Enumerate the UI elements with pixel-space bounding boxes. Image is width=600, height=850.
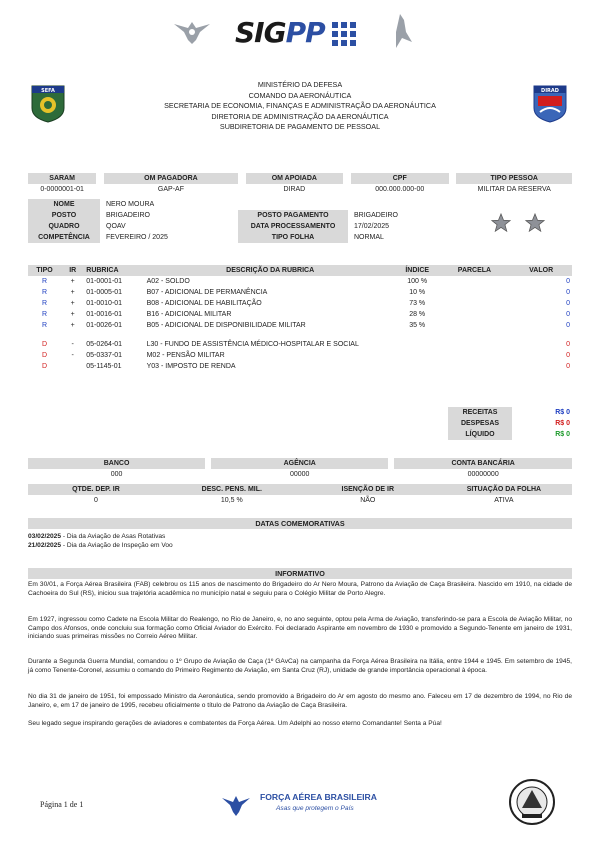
data-processamento-value: 17/02/2025 [354,223,390,230]
header-agencia: AGÊNCIA [211,458,388,469]
table-row: D 05-1145-01 Y03 - IMPOSTO DE RENDA 0 [42,363,570,370]
table-row: R + 01-0016-01 B16 - ADICIONAL MILITAR 28 % 0 [42,311,570,318]
posto-pagamento-value: BRIGADEIRO [354,212,398,219]
header-situacao: SITUAÇÃO DA FOLHA [436,484,572,495]
isencao-value: NÃO [360,497,376,504]
table-row: D - 05-0337-01 M02 - PENSÃO MILITAR 0 [42,352,570,359]
despesas-value: R$ 0 [555,420,570,427]
label-competencia: COMPETÊNCIA [28,232,100,243]
star-icon [490,212,512,234]
label-nome: NOME [28,199,100,210]
top-right-emblem [390,12,414,50]
col-tipo: TIPO [36,267,53,274]
saram-value: 0-0000001-01 [40,186,84,193]
sigpp-dots-icon [330,20,360,50]
top-left-emblem [170,18,214,46]
wing-emblem-icon [390,12,414,50]
header-om-pagadora: OM PAGADORA [104,173,238,184]
label-posto: POSTO [28,210,100,221]
svg-text:SEFA: SEFA [41,88,55,94]
header-line: SUBDIRETORIA DE PAGAMENTO DE PESSOAL [219,122,381,131]
header-line: SECRETARIA DE ECONOMIA, FINANÇAS E ADMINISTRAÇÃO DA AERONÁUTICA [164,101,436,110]
star-icon [524,212,546,234]
institution-header [0,80,600,133]
fab-slogan: Asas que protegem o País [276,805,354,812]
table-row: R + 01-0026-01 B05 - ADICIONAL DE DISPONIBILIDADE MILITAR 35 % 0 [42,322,570,329]
header-cpf: CPF [351,173,449,184]
eagle-emblem-icon [170,18,214,46]
label-tipo-folha: TIPO FOLHA [238,232,348,243]
om-pagadora-value: GAP-AF [157,186,184,193]
desc-value: 10,5 % [220,497,243,504]
col-rubrica: RUBRICA [86,267,119,274]
label-despesas: DESPESAS [448,418,512,429]
datas-title: DATAS COMEMORATIVAS [28,518,572,529]
rubricas-table [28,265,572,372]
label-liquido: LÍQUIDO [448,429,512,440]
svg-text:DIRAD: DIRAD [541,88,559,94]
informativo-paragraph: Em 30/01, a Força Aérea Brasileira (FAB) celebrou os 115 anos de nascimento do Brigadeiro do Ar Nero Moura, Patrono da Aviação de Caça Brasileira. Nascido em 1910, na cidade de Cachoeira do Sul (RS), iniciou sua trajetória acadêmica no município natal e seguiu para o Colégio Militar de Porto Alegre. [28,581,572,597]
header-om-apoiada: OM APOIADA [246,173,343,184]
page-number: Página 1 de 1 [40,800,84,809]
agencia-value: 00000 [289,471,310,478]
situacao-value: ATIVA [494,497,514,504]
cpf-value: 000.000.000-00 [375,186,425,193]
fab-logo [220,790,400,820]
rank-stars [490,212,546,239]
banco-value: 000 [110,471,123,478]
header-qtde-dep: QTDE. DEP. IR [28,484,164,495]
table-row: D - 05-0264-01 L30 - FUNDO DE ASSISTÊNCIA MÉDICO-HOSPITALAR E SOCIAL 0 [42,341,570,348]
fab-title: FORÇA AÉREA BRASILEIRA [260,792,377,802]
datas-list [28,533,173,550]
nome-value: NERO MOURA [106,201,155,208]
col-indice: ÍNDICE [405,267,430,274]
table-row: R + 01-0010-01 B08 - ADICIONAL DE HABILITAÇÃO 73 % 0 [42,300,570,307]
table-row: R + 01-0001-01 A02 - SOLDO 100 % 0 [42,278,570,285]
posto-value: BRIGADEIRO [106,212,150,219]
label-posto-pagamento: POSTO PAGAMENTO [238,210,348,221]
sigpp-logo: SIGPP [235,16,325,49]
header-line: MINISTÉRIO DA DEFESA [257,80,343,89]
list-item: 21/02/2025 - Dia da Aviação de Inspeção em Voo [28,541,173,549]
informativo-paragraph: No dia 31 de janeiro de 1951, foi empossado Ministro da Aeronáutica, sendo promovido a Brigadeiro do Ar em agosto do mesmo ano. Faleceu em 17 de dezembro de 1994, no Rio de Janeiro, e, em 17 de janeiro de 1995, recebeu oficialmente o título de Patrono da Aviação de Caça Brasileira. [28,693,572,709]
totals-table [448,407,572,440]
tipo-folha-value: NORMAL [354,234,384,241]
list-item: 03/02/2025 - Dia da Aviação de Asas Rotativas [28,533,166,540]
label-data-processamento: DATA PROCESSAMENTO [238,221,348,232]
om-apoiada-value: DIRAD [283,186,306,193]
squadron-seal [508,778,556,826]
col-ir: IR [69,267,77,274]
informativo-paragraph: Em 1927, ingressou como Cadete na Escola Militar do Realengo, no Rio de Janeiro, e, no ano seguinte, optou pela Arma de Aviação, transferindo-se para a Escola de Aviação Militar, no Campo dos Afonsos, onde concluiu sua formação como Oficial Aviador do Exército. Foi declarado Aspirante em novembro de 1930 e promovido a Segundo-Tenente em janeiro de 1931, iniciando suas primeiras missões no Correio Aéreo Militar. [28,616,572,641]
label-quadro: QUADRO [28,221,100,232]
competencia-value: FEVEREIRO / 2025 [106,234,168,241]
tipo-pessoa-value: MILITAR DA RESERVA [477,186,551,193]
quadro-value: QOAV [106,223,126,230]
label-receitas: RECEITAS [448,407,512,418]
extra-table [28,484,572,506]
conta-value: 00000000 [467,471,499,478]
col-valor: VALOR [529,267,554,274]
header-line: COMANDO DA AERONÁUTICA [248,90,352,100]
qtde-value: 0 [93,497,98,504]
header-tipo-pessoa: TIPO PESSOA [456,173,572,184]
col-descricao: DESCRIÇÃO DA RUBRICA [226,267,315,274]
liquido-value: R$ 0 [555,431,570,438]
header-saram: SARAM [28,173,96,184]
header-banco: BANCO [28,458,205,469]
header-conta: CONTA BANCÁRIA [394,458,572,469]
col-parcela: PARCELA [457,267,492,274]
bank-table [28,458,572,480]
personal-table [28,199,428,243]
informativo-paragraph: Durante a Segunda Guerra Mundial, comandou o 1º Grupo de Aviação de Caça (1º GAvCa) na campanha da Força Aérea Brasileira na Itália, entre 1944 e 1945. Em setembro de 1945, já como Tenente-Coronel, assumiu o comando do Primeiro Regimento de Aviação, em Santa Cruz (RJ), unidade de grande importância operacional à época. [28,658,572,674]
receitas-value: R$ 0 [555,409,570,416]
header-isencao: ISENÇÃO DE IR [300,484,436,495]
table-row: R + 01-0005-01 B07 - ADICIONAL DE PERMANÊNCIA 10 % 0 [42,289,570,296]
informativo-title: INFORMATIVO [28,568,572,579]
fab-wings-icon [220,792,252,818]
header-desc-pens: DESC. PENS. MIL. [164,484,300,495]
seal-icon [508,778,556,826]
header-line: DIRETORIA DE ADMINISTRAÇÃO DA AERONÁUTICA [211,111,389,121]
info-table [28,173,572,195]
informativo-paragraph: Seu legado segue inspirando gerações de aviadores e combatentes da Força Aérea. Um Adelphi ao nosso eterno Comandante! Senta a Púa! [28,720,442,727]
